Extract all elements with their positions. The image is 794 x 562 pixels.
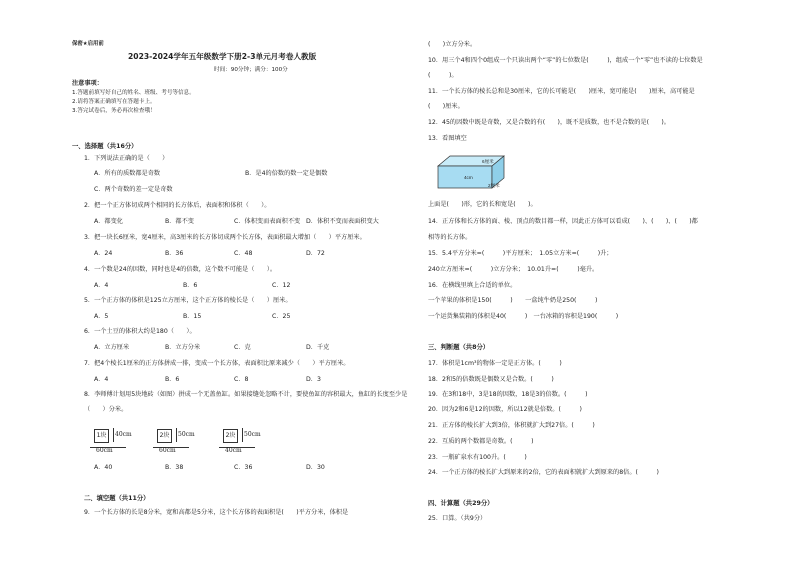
question: 15．5.4平方分米=( )平方厘米； 1.05立方米=( )升； (428, 250, 613, 257)
section-heading: 四、计算题（共29分） (428, 500, 494, 507)
dimension-line (242, 428, 243, 442)
option: C．克 (234, 344, 251, 351)
option: C．体积变而表面积不变 (234, 218, 301, 225)
question-continued: ( )立方分米。 (428, 41, 477, 48)
section-heading: 二、填空题（共11分） (84, 495, 150, 502)
question: 21．正方体的棱长扩大到3倍，体积就扩大到27倍。( ) (428, 422, 595, 429)
dimension-label: 60cm (159, 447, 176, 454)
question-continued: 一个苹果的体积是150( ) 一盒纯牛奶是250( ) (428, 297, 598, 304)
option: B．都不变 (165, 218, 194, 225)
question: 2．把一个正方体切成两个相同的长方体后，表面积和体积（ ）。 (84, 202, 271, 209)
question: 13．看图填空 (428, 135, 467, 142)
option: C．两个奇数的差一定是奇数 (94, 186, 173, 193)
option: B．6 (165, 376, 180, 383)
question: 17．体积是1cm³的物体一定是正方体。( ) (428, 360, 562, 367)
question-continued: （ ）分米。 (84, 406, 128, 413)
cuboid-label: 2厘米 (488, 183, 500, 188)
option: B．立方分米 (165, 344, 201, 351)
tile-label: 1块 (94, 429, 109, 443)
option: B．38 (165, 464, 184, 471)
note-item: 2.请将答案正确填写在答题卡上。 (72, 99, 156, 105)
question: 24．一个正方体的棱长扩大到原来的2倍，它的表面积就扩大到原来的8倍。( ) (428, 469, 659, 476)
cuboid-label: 4cm (464, 175, 473, 180)
question: 3．把一块长6厘米，宽4厘米，高3厘米的长方体切成两个长方体，表面积最大增加（ ）平方厘米。 (84, 234, 366, 241)
question: 23．一瓶矿泉水有100升。( ) (428, 454, 527, 461)
dimension-line (176, 428, 177, 442)
question: 19．在3和18中，3是18的因数，18是3的倍数。( ) (428, 391, 588, 398)
option: D．30 (306, 464, 325, 471)
question-continued: 一个运货集装箱的体积是40( ) 一台冰箱的容积是190( ) (428, 313, 619, 320)
question-continued: ( )。 (428, 72, 458, 79)
dimension-label: 50cm (244, 431, 261, 438)
question: 20．因为2和6是12的因数，所以12就是倍数。( ) (428, 406, 582, 413)
option: A．5 (94, 313, 109, 320)
option: A．4 (94, 282, 109, 289)
dimension-label: 60cm (96, 447, 113, 454)
question: 6．一个土豆的体积大约是180（ ）。 (84, 328, 196, 335)
dimension-line (113, 428, 114, 442)
question: 5．一个正方体的体积是125立方厘米，这个正方体的棱长是（ ）厘米。 (84, 297, 292, 304)
question: 7．把4个棱长1厘米的正方体拼成一排，变成一个长方体，表面积比原来减少（ ）平方厘米。 (84, 360, 350, 367)
question-continued: 相等的长方体。 (428, 234, 472, 241)
option: B．15 (183, 313, 202, 320)
section-heading: 三、判断题（共8分） (428, 344, 490, 351)
option: A．所有的质数都是奇数 (94, 170, 161, 177)
tile-label: 2块 (223, 429, 238, 443)
question: 10．用三个4和四个0组成一个只读出两个“零”的七位数是( )，组成一个“零”也不读的七位数是 (428, 57, 703, 64)
exam-title: 2023-2024学年五年级数学下册2-3单元月考卷人教版 (128, 52, 317, 61)
question: 9．一个长方体的长是8分米，宽和高都是5分米，这个长方体的表面积是( )平方分米，体积是 (84, 509, 349, 516)
question: 14．正方体和长方体的面、棱、顶点的数目都一样，因此正方体可以看成( )、( )、( )都 (428, 218, 698, 225)
option: A．24 (94, 250, 113, 257)
dimension-label: 40cm (225, 447, 242, 454)
question-continued: 240立方厘米=( )立方分米； 10.01升=( )毫升。 (428, 266, 599, 273)
section-heading: 一、选择题（共16分） (72, 143, 138, 150)
question: 12．45的因数中既是奇数，又是合数的有( )，既不是质数，也不是合数的是( )。 (428, 119, 670, 126)
dimension-label: 40cm (115, 431, 132, 438)
option: A．4 (94, 376, 109, 383)
notes-heading: 注意事项： (72, 80, 103, 87)
cuboid-label: 6厘米 (482, 159, 494, 164)
question: 11．一个长方体的棱长总和是30厘米，它的长可能是( )厘米，宽可能是( )厘米，高可能是 (428, 88, 695, 95)
question: 8．李师傅计划用5块地砖（如图）拼成一个无盖鱼缸。如果接缝处忽略不计，要使鱼缸的容积最大，鱼缸的长度至少是 (84, 391, 408, 398)
dimension-label: 50cm (178, 431, 195, 438)
option: B．36 (165, 250, 184, 257)
question-continued: ( )厘米。 (428, 103, 464, 110)
exam-meta: 时间：90分钟；满分：100分 (214, 67, 288, 73)
option: A．40 (94, 464, 113, 471)
question: 1．下列说法正确的是（ ） (84, 155, 169, 162)
question: 25．口算。（共9分） (428, 515, 487, 522)
option: D．3 (306, 376, 321, 383)
tile-label: 2块 (157, 429, 172, 443)
question: 18．2和5的倍数既是偶数又是合数。( ) (428, 376, 554, 383)
option: C．36 (234, 464, 253, 471)
note-item: 1.答题前填写好自己的姓名、班级、考号等信息。 (72, 90, 195, 96)
question: 22．互质的两个数都是奇数。( ) (428, 438, 534, 445)
option: C．8 (234, 376, 249, 383)
option: D．72 (306, 250, 325, 257)
note-item: 3.答完试卷后，务必再次检查哦！ (72, 108, 156, 114)
question: 16．在横线里填上合适的单位。 (428, 282, 517, 289)
option: D．千克 (306, 344, 330, 351)
question: 4．一个数是24的因数，同时也是4的倍数，这个数不可能是（ ）。 (84, 266, 277, 273)
question-continued: 上面是( )形，它的长和宽是( )。 (428, 201, 537, 208)
option: A．立方厘米 (94, 344, 130, 351)
confidential-mark: 保密★启用前 (72, 41, 104, 47)
option: B．是4的倍数的数一定是偶数 (245, 170, 328, 177)
option: D．体积不变而表面积变大 (306, 218, 379, 225)
option: C．48 (234, 250, 253, 257)
option: C．25 (272, 313, 291, 320)
option: C．12 (272, 282, 291, 289)
cuboid-diagram (436, 150, 512, 192)
option: A．都变化 (94, 218, 123, 225)
option: B．6 (183, 282, 198, 289)
